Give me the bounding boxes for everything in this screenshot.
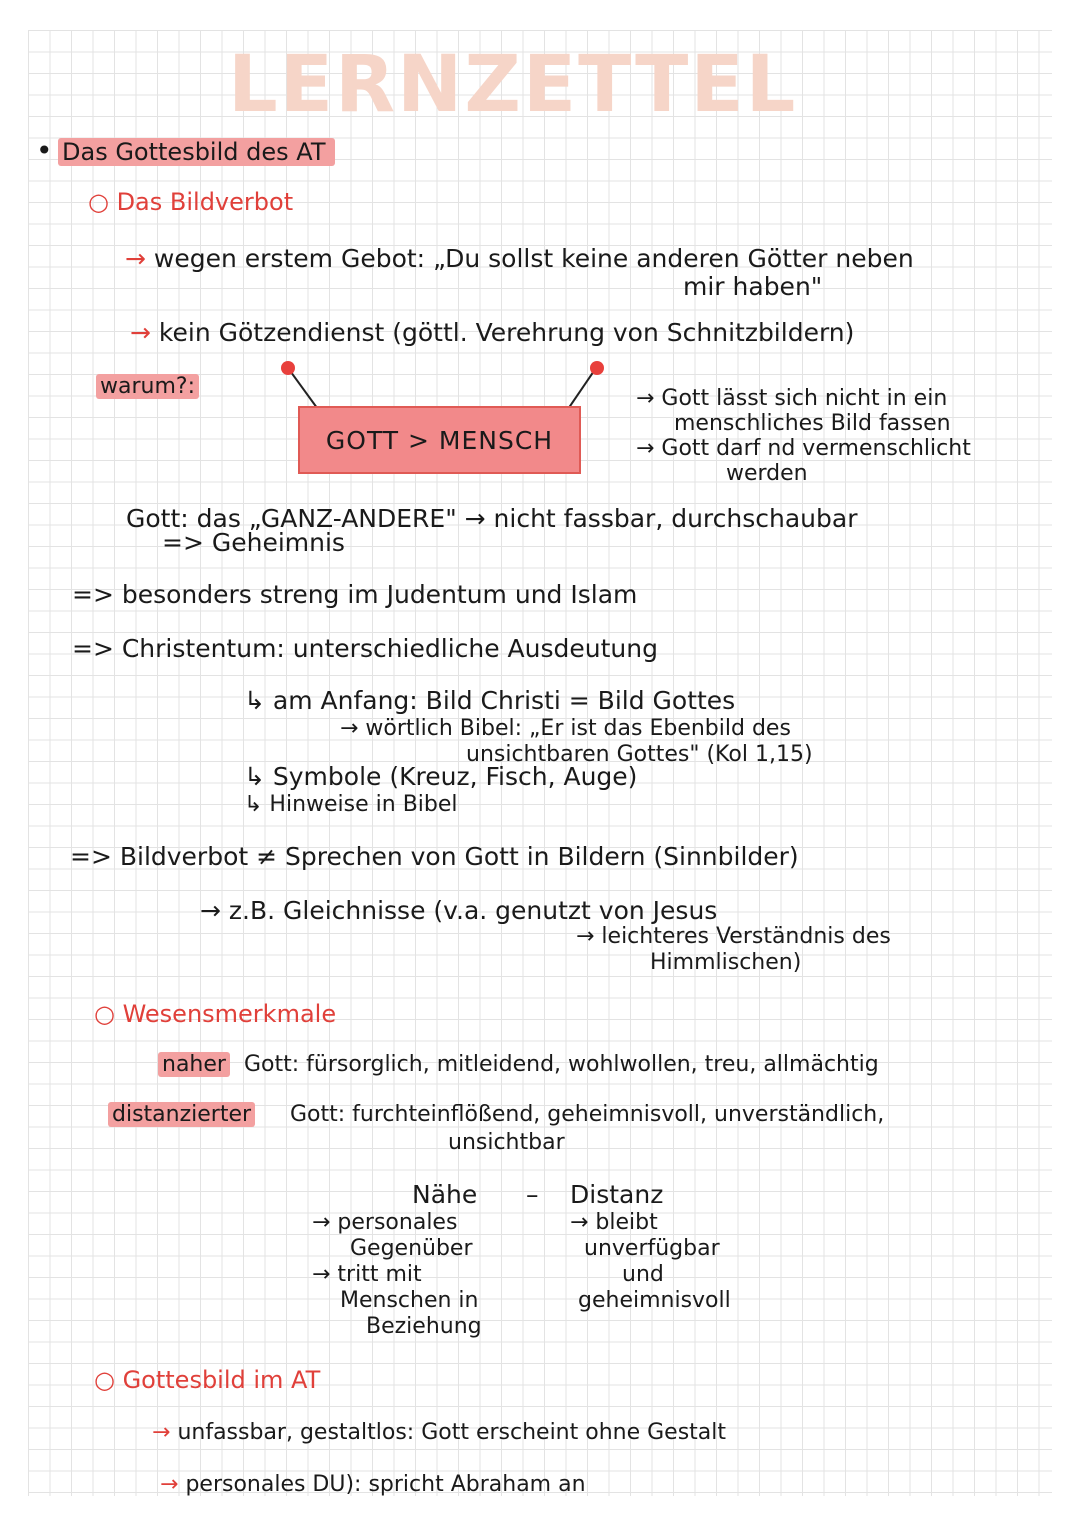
gott-ganz-andere: Gott: das „GANZ-ANDERE" → nicht fassbar, durchschaubar (126, 504, 858, 533)
distanzierter-tag: distanzierter (108, 1102, 255, 1127)
reason1: → Gott lässt sich nicht in ein (636, 386, 948, 411)
symbole-line: ↳ Symbole (Kreuz, Fisch, Auge) (244, 762, 638, 791)
sprechen-line: => Bildverbot ≠ Sprechen von Gott in Bildern (Sinnbilder) (70, 842, 799, 871)
woertlich-line: → wörtlich Bibel: „Er ist das Ebenbild des (340, 716, 791, 741)
naehe-item: Beziehung (366, 1314, 482, 1339)
naehe-item: Gegenüber (350, 1236, 473, 1261)
bildverbot-line1b: mir haben" (683, 272, 823, 301)
reason1b: menschliches Bild fassen (674, 411, 951, 436)
naehe-distanz-dash: – (526, 1180, 539, 1209)
gleichnisse-line: → z.B. Gleichnisse (v.a. genutzt von Jesus (200, 896, 718, 925)
distanzierter-text-b: unsichtbar (448, 1130, 565, 1155)
anfang-line: ↳ am Anfang: Bild Christi = Bild Gottes (244, 686, 736, 715)
reason2: → Gott darf nd vermenschlicht (636, 436, 971, 461)
distanz-item: unverfügbar (584, 1236, 720, 1261)
himmlischen-line: Himmlischen) (650, 950, 802, 975)
distanz-item: geheimnisvoll (578, 1288, 731, 1313)
gottesbild-line1: → unfassbar, gestaltlos: Gott erscheint ohne Gestalt (152, 1420, 727, 1445)
bullet-dot: • (36, 134, 53, 167)
section-gottesbild-title: ○ Gottesbild im AT (94, 1366, 321, 1394)
gott-mensch-box: GOTT > MENSCH (298, 406, 581, 474)
gottesbild-line2: → personales DU): spricht Abraham an (160, 1472, 586, 1497)
hinweise-line: ↳ Hinweise in Bibel (244, 792, 458, 817)
pin-left-icon (281, 361, 295, 375)
streng-line: => besonders streng im Judentum und Islam (72, 580, 638, 609)
reason2b: werden (726, 461, 808, 486)
verstaendnis-line: → leichteres Verständnis des (576, 924, 891, 949)
naehe-item: Menschen in (340, 1288, 479, 1313)
geheimnis: => Geheimnis (162, 528, 345, 557)
main-heading: Das Gottesbild des AT (58, 138, 335, 166)
naehe-heading: Nähe (412, 1180, 478, 1209)
distanz-heading: Distanz (570, 1180, 664, 1209)
naher-text: Gott: fürsorglich, mitleidend, wohlwollen, treu, allmächtig (244, 1052, 879, 1077)
section-bildverbot-title: ○ Das Bildverbot (88, 188, 294, 216)
woertlich-line-b: unsichtbaren Gottes" (Kol 1,15) (466, 742, 813, 767)
distanz-item: und (622, 1262, 664, 1287)
distanzierter-text: Gott: furchteinflößend, geheimnisvoll, unverständlich, (290, 1102, 885, 1127)
pin-right-icon (590, 361, 604, 375)
bildverbot-line1: → wegen erstem Gebot: „Du sollst keine anderen Götter neben (125, 244, 914, 273)
warum-label: warum?: (96, 374, 199, 399)
distanz-item: → bleibt (570, 1210, 658, 1235)
naehe-item: → personales (312, 1210, 458, 1235)
page-title: LERNZETTEL (228, 40, 798, 130)
bildverbot-line2: → kein Götzendienst (göttl. Verehrung von Schnitzbildern) (130, 318, 855, 347)
christentum-line: => Christentum: unterschiedliche Ausdeutung (72, 634, 658, 663)
section-wesen-title: ○ Wesensmerkmale (94, 1000, 337, 1028)
naehe-item: → tritt mit (312, 1262, 422, 1287)
naher-tag: naher (158, 1052, 230, 1077)
